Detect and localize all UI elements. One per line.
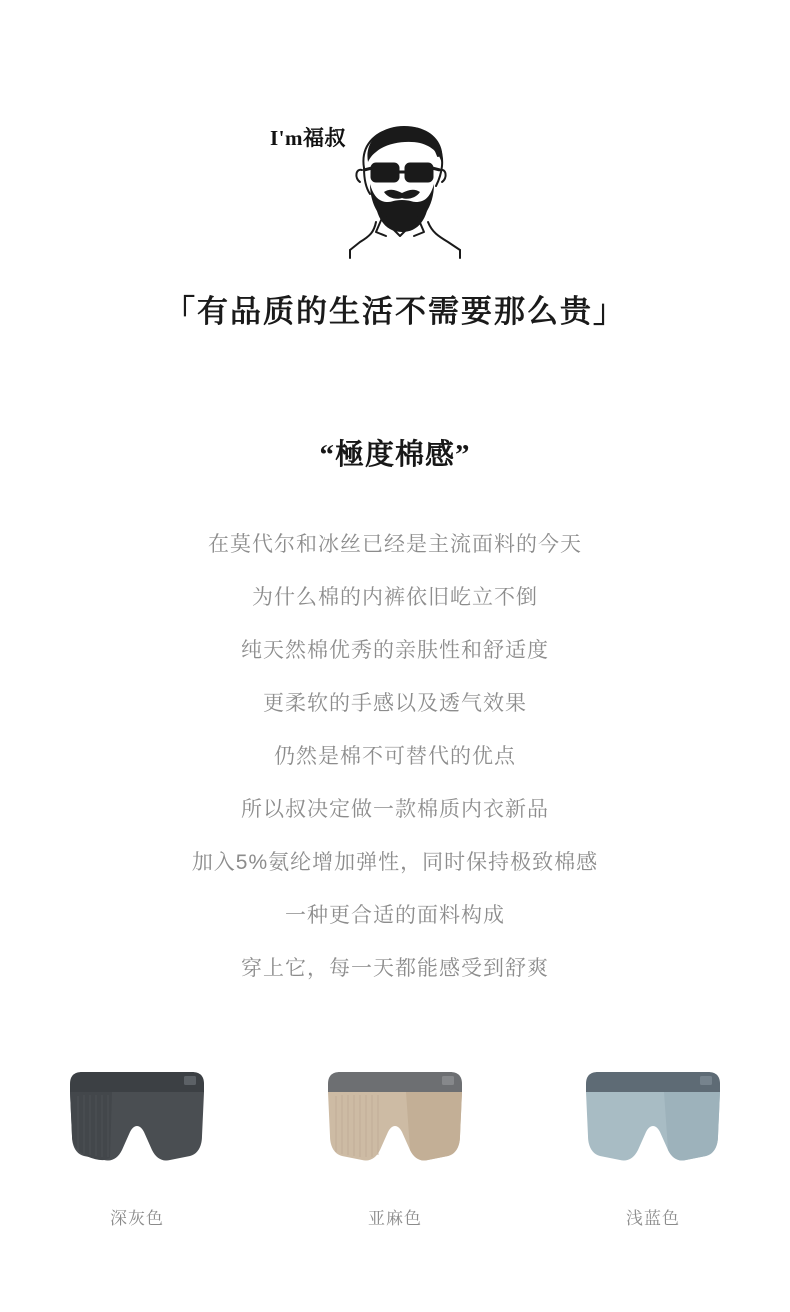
bearded-man-illustration-icon [320,110,480,260]
boxer-briefs-dark-gray-image [52,1062,222,1182]
product-color-label: 浅蓝色 [626,1209,680,1228]
brand-header [0,0,790,160]
copy-line: 仍然是棉不可替代的优点 [274,745,516,768]
section-headline: “極度棉感” [319,439,471,471]
product-color-label: 深灰色 [110,1209,164,1228]
brand-tagline: 「有品质的生活不需要那么贵」 [164,294,626,329]
copy-line: 纯天然棉优秀的亲肤性和舒适度 [241,639,549,662]
product-color-options [0,1062,790,1229]
copy-line: 更柔软的手感以及透气效果 [263,692,527,715]
boxer-briefs-light-blue-image [568,1062,738,1182]
product-color-label: 亚麻色 [368,1209,422,1228]
copy-line: 穿上它，每一天都能感受到舒爽 [241,957,549,980]
brand-name: I'm福叔 [270,126,346,150]
copy-line: 加入5%氨纶增加弹性，同时保持极致棉感 [191,851,599,874]
copy-line: 一种更合适的面料构成 [285,904,505,927]
copy-line: 为什么棉的内裤依旧屹立不倒 [252,586,538,609]
boxer-briefs-linen-image [310,1062,480,1182]
body-copy [0,518,790,995]
copy-line: 所以叔决定做一款棉质内衣新品 [241,798,549,821]
copy-line: 在莫代尔和冰丝已经是主流面料的今天 [208,533,582,556]
product-color-option[interactable] [558,1062,748,1229]
product-color-option[interactable] [300,1062,490,1229]
product-color-option[interactable] [42,1062,232,1229]
